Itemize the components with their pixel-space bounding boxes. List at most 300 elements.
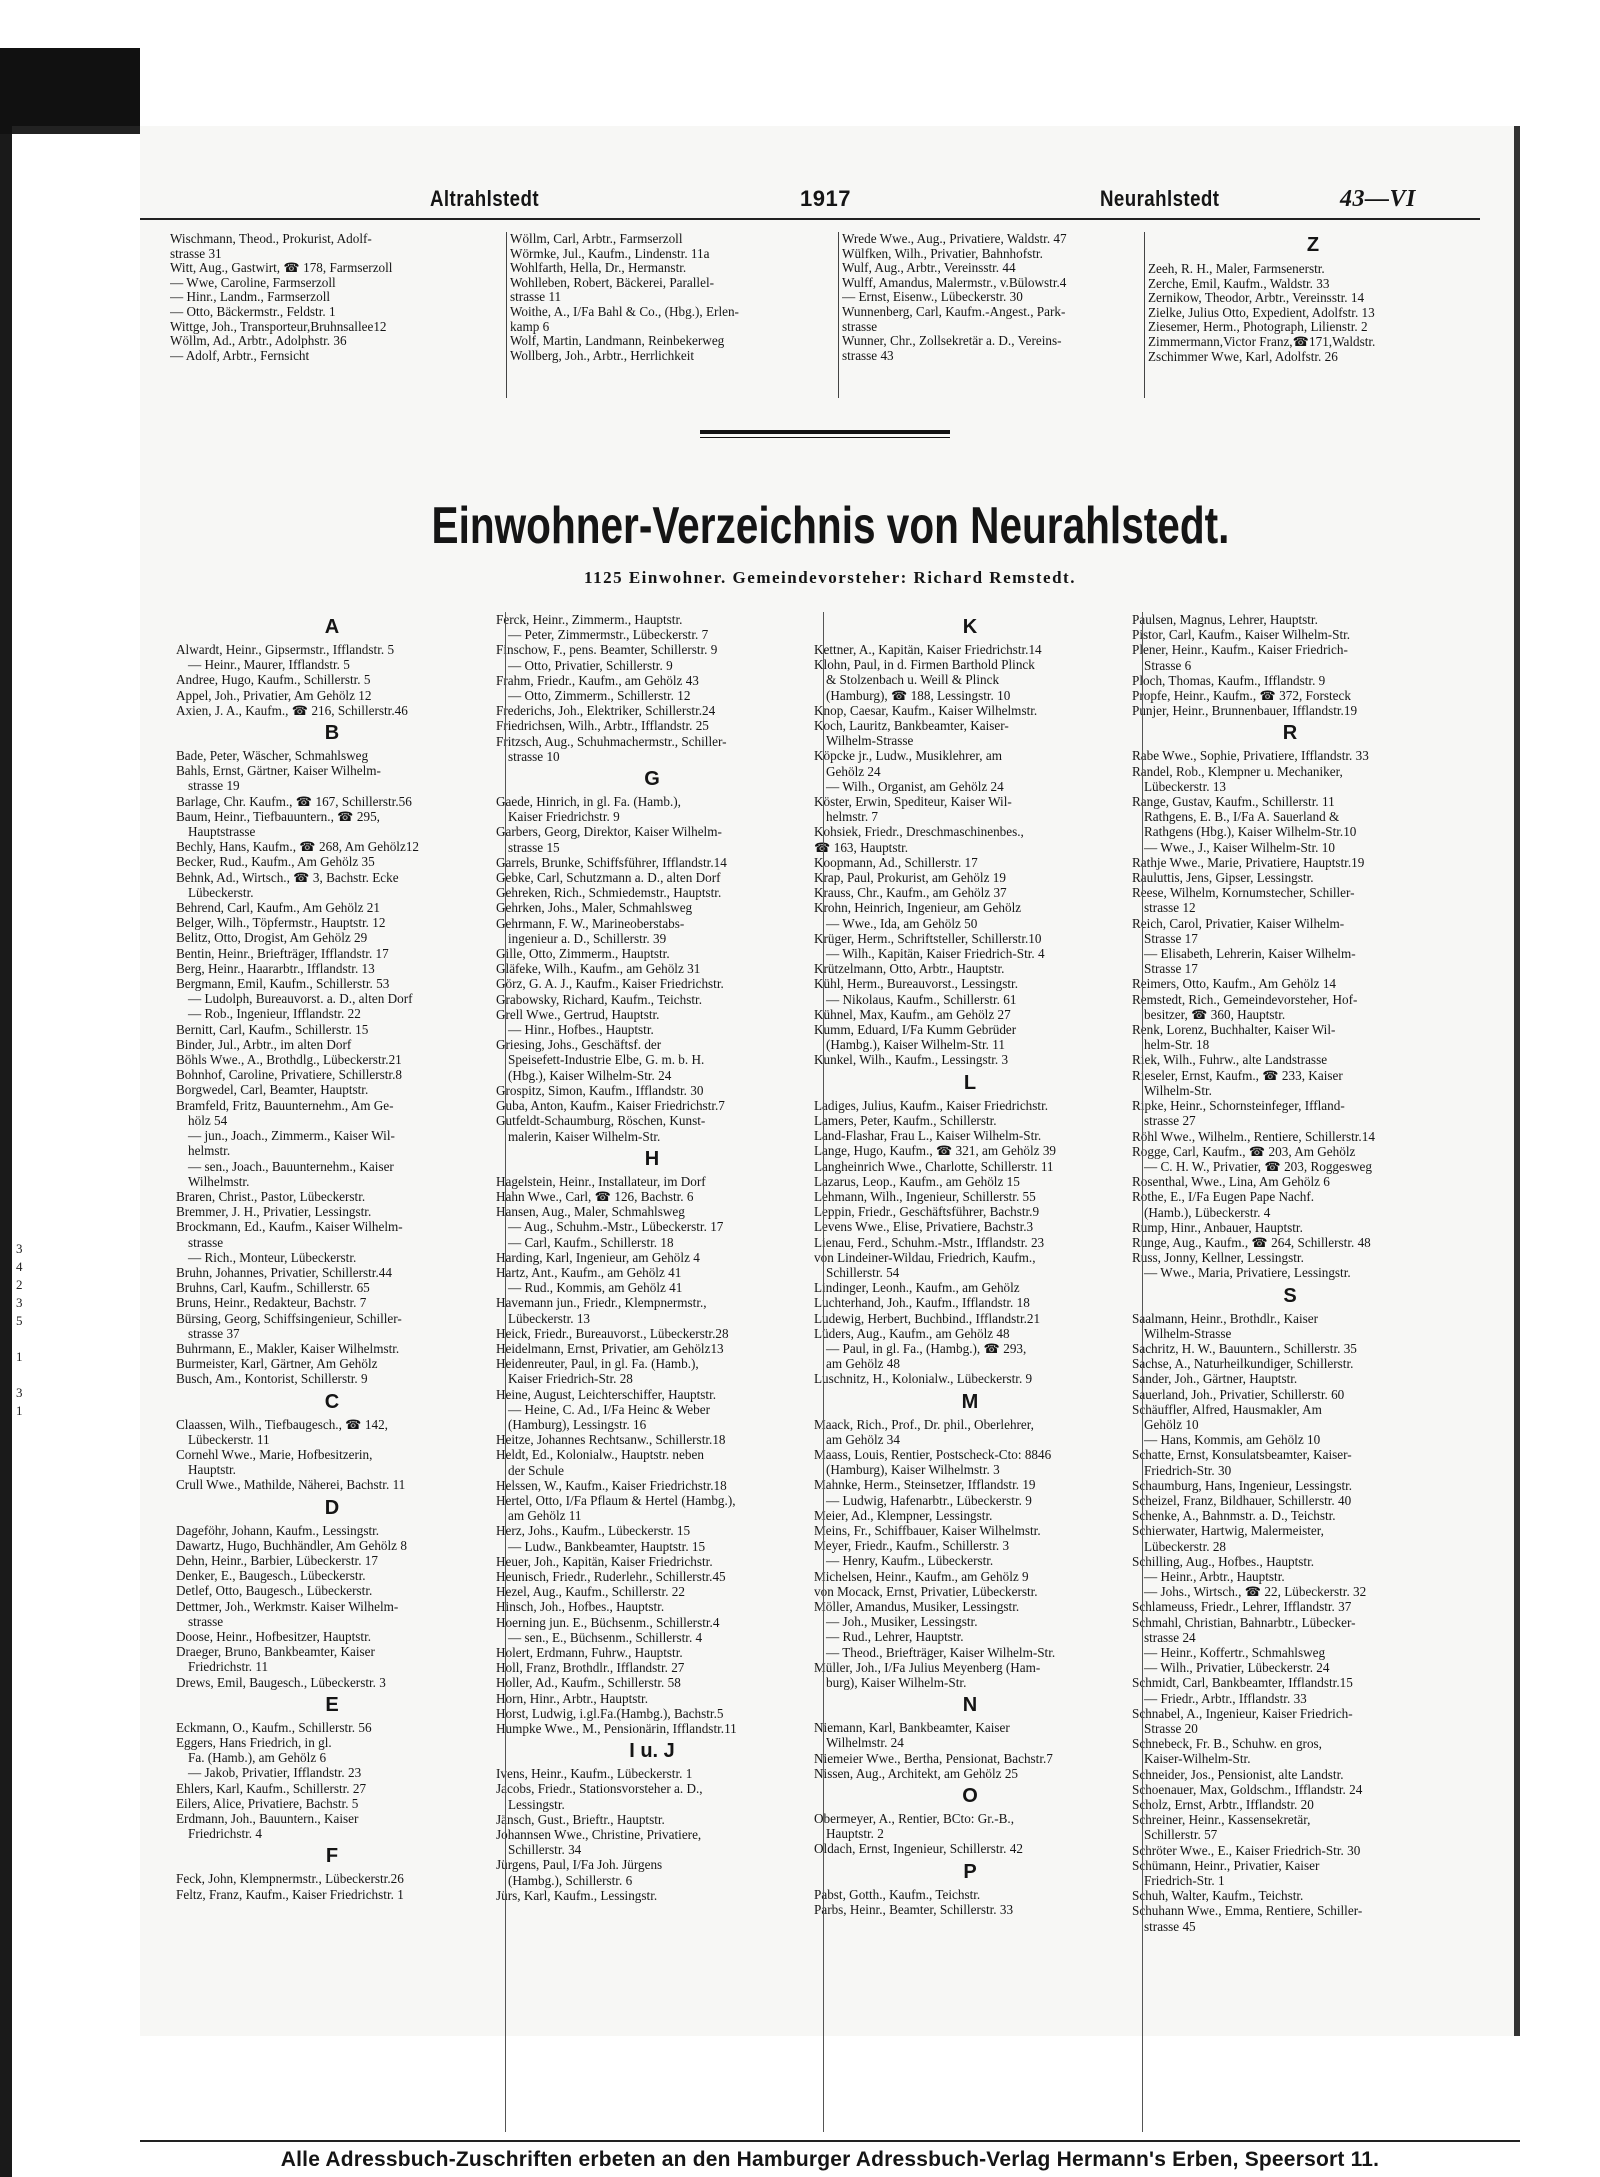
directory-entry: Meyer, Friedr., Kaufm., Schillerstr. 3 — [814, 1538, 1010, 1554]
directory-entry: Koopmann, Ad., Schillerstr. 17 — [814, 854, 978, 870]
directory-entry: — Wilh., Kapitän, Kaiser Friedrich-Str. 4 — [826, 946, 1045, 962]
directory-entry: Zerche, Emil, Kaufm., Waldstr. 33 — [1148, 276, 1330, 291]
directory-entry: Appel, Joh., Privatier, Am Gehölz 12 — [176, 687, 372, 703]
directory-entry: Schmahl, Christian, Bahnarbtr., Lübecker- — [1132, 1614, 1356, 1630]
directory-entry: Gehölz 24 — [826, 763, 881, 779]
directory-entry: — Wwe, Caroline, Farmserzoll — [170, 275, 336, 290]
directory-entry: Speisefett-Industrie Elbe, G. m. b. H. — [508, 1052, 705, 1068]
edge-mark: 5 — [16, 1313, 23, 1328]
directory-entry: Hauptstr. — [188, 1462, 236, 1478]
directory-entry: Bentin, Heinr., Briefträger, Ifflandstr. 17 — [176, 945, 389, 961]
directory-entry: Friedrichsen, Wilh., Arbtr., Ifflandstr. 25 — [496, 718, 709, 734]
directory-entry: Schillerstr. 57 — [1144, 1827, 1218, 1843]
directory-entry: Wohlfarth, Hella, Dr., Hermanstr. — [510, 261, 687, 276]
directory-entry: Lazarus, Leop., Kaufm., am Gehölz 15 — [814, 1173, 1020, 1189]
directory-entry: Schoenauer, Max, Goldschm., Ifflandstr. 24 — [1132, 1781, 1363, 1797]
directory-entry: strasse 27 — [1144, 1113, 1196, 1129]
directory-entry: Griesing, Johs., Geschäftsf. der — [496, 1037, 662, 1053]
section-letter: A — [324, 616, 340, 638]
directory-entry: Schlameuss, Friedr., Lehrer, Ifflandstr. 37 — [1132, 1599, 1352, 1615]
directory-entry: Zernikow, Theodor, Arbtr., Vereinsstr. 14 — [1148, 291, 1365, 306]
top-column — [842, 232, 1142, 363]
directory-entry: Belitz, Otto, Drogist, Am Gehölz 29 — [176, 930, 368, 946]
directory-entry: Schreiner, Heinr., Kassensekretär, — [1132, 1812, 1311, 1828]
directory-entry: Luchterhand, Joh., Kaufm., Ifflandstr. 18 — [814, 1295, 1030, 1311]
directory-entry: Schneider, Jos., Pensionist, alte Landstr. — [1132, 1766, 1344, 1782]
directory-entry: Parbs, Heinr., Beamter, Schillerstr. 33 — [814, 1901, 1014, 1917]
directory-entry: Bruhns, Carl, Kaufm., Schillerstr. 65 — [176, 1280, 370, 1296]
directory-entry: — Heine, C. Ad., I/Fa Heinc & Weber — [508, 1401, 710, 1417]
directory-entry: — Ernst, Eisenw., Lübeckerstr. 30 — [842, 290, 1023, 305]
directory-entry: Claassen, Wilh., Tiefbaugesch., ☎ 142, — [176, 1416, 388, 1432]
directory-entry: Pabst, Gotth., Kaufm., Teichstr. — [814, 1886, 981, 1902]
directory-entry: Oldach, Ernst, Ingenieur, Schillerstr. 42 — [814, 1841, 1023, 1857]
directory-entry: Witt, Aug., Gastwirt, ☎ 178, Farmserzoll — [170, 261, 393, 276]
section-letter: K — [962, 616, 978, 638]
directory-entry: Gutfeldt-Schaumburg, Röschen, Kunst- — [496, 1113, 706, 1129]
directory-entry: Schillerstr. 34 — [508, 1842, 582, 1858]
running-head-year: 1917 — [800, 186, 851, 211]
directory-entry: Kumm, Eduard, I/Fa Kumm Gebrüder — [814, 1022, 1017, 1038]
directory-entry: — Rich., Monteur, Lübeckerstr. — [188, 1249, 357, 1265]
directory-entry: Finschow, F., pens. Beamter, Schillerstr. 9 — [496, 642, 718, 658]
directory-entry: Wilhelm-Str. — [1144, 1082, 1212, 1098]
directory-entry: Gehrken, Johs., Maler, Schmahlsweg — [496, 900, 693, 916]
directory-entry: Heunisch, Friedr., Ruderlehr., Schillerstr.45 — [496, 1568, 726, 1584]
directory-entry: (Hbg.), Kaiser Wilhelm-Str. 24 — [508, 1067, 672, 1083]
directory-entry: Köpcke jr., Ludw., Musiklehrer, am — [814, 748, 1002, 764]
directory-entry: Rothe, E., I/Fa Eugen Pape Nachf. — [1132, 1189, 1315, 1205]
column-separator — [823, 612, 824, 2132]
directory-entry: Randel, Rob., Klempner u. Mechaniker, — [1132, 763, 1343, 779]
directory-entry: kamp 6 — [510, 319, 550, 334]
directory-entry: Lessingstr. — [508, 1796, 565, 1812]
directory-entry: Friedrich-Str. 30 — [1144, 1462, 1232, 1478]
directory-entry: Rogge, Carl, Kaufm., ☎ 203, Am Gehölz — [1132, 1143, 1356, 1159]
directory-entry: Ploch, Thomas, Kaufm., Ifflandstr. 9 — [1132, 672, 1326, 688]
section-letter: Z — [1306, 234, 1320, 256]
edge-mark — [16, 1366, 32, 1384]
directory-entry: Grell Wwe., Gertrud, Hauptstr. — [496, 1006, 660, 1022]
directory-entry: Schäuffler, Alfred, Hausmakler, Am — [1132, 1401, 1322, 1417]
directory-entry: Crull Wwe., Mathilde, Näherei, Bachstr. 11 — [176, 1477, 406, 1493]
top-column — [510, 232, 836, 363]
directory-entry: Wöllm, Ad., Arbtr., Adolphstr. 36 — [170, 334, 347, 349]
directory-entry: — Friedr., Arbtr., Ifflandstr. 33 — [1144, 1690, 1307, 1706]
directory-entry: Görz, G. A. J., Kaufm., Kaiser Friedrichstr. — [496, 976, 724, 992]
directory-subtitle: 1125 Einwohner. Gemeindevorsteher: Richard Remstedt. — [584, 568, 1076, 587]
directory-entry: malerin, Kaiser Wilhelm-Str. — [508, 1128, 661, 1144]
directory-entry: — Paul, in gl. Fa., (Hambg.), ☎ 293, — [826, 1340, 1027, 1356]
directory-entry: — Jakob, Privatier, Ifflandstr. 23 — [188, 1765, 362, 1781]
directory-entry: Sauerland, Joh., Privatier, Schillerstr. 60 — [1132, 1386, 1345, 1402]
directory-entry: — Hinr., Hofbes., Hauptstr. — [508, 1022, 654, 1038]
directory-entry: Lüders, Aug., Kaufm., am Gehölz 48 — [814, 1325, 1010, 1341]
directory-entry: strasse 19 — [188, 778, 240, 794]
edge-mark: 1 — [16, 1403, 23, 1418]
directory-entry: Wischmann, Theod., Prokurist, Adolf- — [170, 232, 372, 246]
directory-entry: — Ludw., Bankbeamter, Hauptstr. 15 — [508, 1538, 706, 1554]
directory-entry: Gehreken, Rich., Schmiedemstr., Hauptstr. — [496, 885, 722, 901]
footer-rule — [140, 2140, 1520, 2142]
directory-entry: Sander, Joh., Gärtner, Hauptstr. — [1132, 1371, 1298, 1387]
directory-entry: Lange, Hugo, Kaufm., ☎ 321, am Gehölz 39 — [814, 1143, 1057, 1159]
directory-entry: helmstr. 7 — [826, 809, 879, 825]
directory-entry: — Nikolaus, Kaufm., Schillerstr. 61 — [826, 991, 1017, 1007]
directory-entry: (Hamburg), ☎ 188, Lessingstr. 10 — [826, 687, 1011, 703]
directory-entry: Eckmann, O., Kaufm., Schillerstr. 56 — [176, 1719, 372, 1735]
directory-entry: der Schule — [508, 1462, 565, 1478]
directory-entry: Schatte, Ernst, Konsulatsbeamter, Kaiser- — [1132, 1447, 1352, 1463]
directory-entry: Bahls, Ernst, Gärtner, Kaiser Wilhelm- — [176, 763, 381, 779]
directory-entry: Schmidt, Carl, Bankbeamter, Ifflandstr.15 — [1132, 1675, 1353, 1691]
directory-entry: — Wilh., Privatier, Lübeckerstr. 24 — [1144, 1660, 1330, 1676]
publisher-footer: Alle Adressbuch-Zuschriften erbeten an den Hamburger Adressbuch-Verlag Hermann's Erben, Speersort 11. — [280, 2148, 1380, 2171]
directory-entry: Hartz, Ant., Kaufm., am Gehölz 41 — [496, 1264, 682, 1280]
directory-entry: Krap, Paul, Prokurist, am Gehölz 19 — [814, 870, 1006, 886]
column-separator — [1142, 612, 1143, 2132]
directory-entry: Gehrmann, F. W., Marineoberstabs- — [496, 915, 685, 931]
running-head-left: Altrahlstedt — [430, 186, 540, 211]
directory-entry: Maack, Rich., Prof., Dr. phil., Oberlehrer, — [814, 1416, 1034, 1432]
directory-entry: — Rud., Kommis, am Gehölz 41 — [508, 1280, 683, 1296]
section-letter: B — [324, 722, 340, 745]
directory-entry: Lübeckerstr. 13 — [1144, 778, 1227, 794]
directory-entry: Hauptstrasse — [188, 824, 256, 840]
directory-entry: Feltz, Franz, Kaufm., Kaiser Friedrichstr. 1 — [176, 1886, 404, 1902]
directory-entry: Knop, Caesar, Kaufm., Kaiser Wilhelmstr. — [814, 702, 1038, 718]
directory-entry: (Hambg.), Schillerstr. 6 — [508, 1872, 633, 1888]
directory-entry: Gebke, Carl, Schutzmann a. D., alten Dorf — [496, 870, 721, 886]
directory-entry: Busch, Am., Kontorist, Schillerstr. 9 — [176, 1371, 368, 1387]
directory-entry: Schilling, Aug., Hofbes., Hauptstr. — [1132, 1553, 1315, 1569]
scan-edge-left — [0, 48, 12, 2177]
directory-entry: Reich, Carol, Privatier, Kaiser Wilhelm- — [1132, 915, 1345, 931]
directory-entry: — Wwe., Maria, Privatiere, Lessingstr. — [1144, 1265, 1351, 1281]
directory-column — [1132, 612, 1448, 1934]
directory-entry: Jacobs, Friedr., Stationsvorsteher a. D., — [496, 1781, 703, 1797]
directory-entry: Riek, Wilh., Fuhrw., alte Landstrasse — [1132, 1052, 1328, 1068]
directory-entry: — Otto, Bäckermstr., Feldstr. 1 — [170, 304, 336, 319]
edge-mark: 3 — [16, 1385, 23, 1400]
edge-mark: 4 — [16, 1259, 23, 1274]
directory-entry: Rathje Wwe., Marie, Privatiere, Hauptstr.19 — [1132, 854, 1365, 870]
directory-entry: — Johs., Wirtsch., ☎ 22, Lübeckerstr. 32 — [1144, 1584, 1367, 1600]
directory-entry: Range, Gustav, Kaufm., Schillerstr. 11 — [1132, 794, 1335, 810]
directory-entry: Meier, Ad., Klempner, Lessingstr. — [814, 1507, 993, 1523]
directory-entry: — Aug., Schuhm.-Mstr., Lübeckerstr. 17 — [508, 1219, 724, 1235]
directory-entry: Rathgens, E. B., I/Fa A. Sauerland & — [1144, 809, 1340, 825]
directory-entry: Lübeckerstr. — [188, 884, 254, 900]
directory-entry: Heldt, Ed., Kolonialw., Hauptstr. neben — [496, 1447, 704, 1463]
directory-entry: Müller, Joh., I/Fa Julius Meyenberg (Ham- — [814, 1659, 1041, 1675]
directory-entry: strasse 37 — [188, 1325, 240, 1341]
directory-entry: strasse 43 — [842, 348, 894, 363]
directory-entry: Gille, Otto, Zimmerm., Hauptstr. — [496, 946, 670, 962]
directory-entry: Bechly, Hans, Kaufm., ☎ 268, Am Gehölz12 — [176, 839, 420, 855]
directory-entry: Zimmermann,Victor Franz,☎171,Waldstr. — [1148, 334, 1376, 349]
directory-entry: Guba, Anton, Kaufm., Kaiser Friedrichstr.7 — [496, 1098, 725, 1114]
directory-entry: Lindinger, Leonh., Kaufm., am Gehölz — [814, 1280, 1020, 1296]
directory-entry: — C. H. W., Privatier, ☎ 203, Roggesweg — [1144, 1158, 1372, 1174]
directory-entry: Wolf, Martin, Landmann, Reinbekerweg — [510, 334, 725, 349]
directory-entry: Lübeckerstr. 13 — [508, 1310, 591, 1326]
directory-entry: Nissen, Aug., Architekt, am Gehölz 25 — [814, 1765, 1019, 1781]
directory-entry: helm-Str. 18 — [1144, 1037, 1210, 1053]
directory-entry: Frederichs, Joh., Elektriker, Schillerstr.24 — [496, 703, 716, 719]
directory-entry: — Otto, Zimmerm., Schillerstr. 12 — [508, 688, 691, 704]
directory-entry: Schnabel, A., Ingenieur, Kaiser Friedrich- — [1132, 1705, 1353, 1721]
directory-entry: Möller, Amandus, Musiker, Lessingstr. — [814, 1598, 1020, 1614]
directory-entry: Havemann jun., Friedr., Klempnermstr., — [496, 1295, 707, 1311]
directory-entry: Lienau, Ferd., Schuhm.-Mstr., Ifflandstr. 23 — [814, 1234, 1045, 1250]
directory-entry: strasse 15 — [508, 839, 560, 855]
directory-entry: Strasse 17 — [1144, 930, 1198, 946]
directory-entry: Rathgens (Hbg.), Kaiser Wilhelm-Str.10 — [1144, 824, 1357, 840]
directory-entry: Saalmann, Heinr., Brothdlr., Kaiser — [1132, 1310, 1319, 1326]
directory-entry: Behnk, Ad., Wirtsch., ☎ 3, Bachstr. Ecke — [176, 869, 399, 885]
directory-entry: Wülfken, Wilh., Privatier, Bahnhofstr. — [842, 246, 1043, 261]
directory-entry: besitzer, ☎ 360, Hauptstr. — [1144, 1006, 1286, 1022]
directory-entry: Humpke Wwe., M., Pensionärin, Ifflandstr.11 — [496, 1721, 737, 1737]
directory-entry: — Wwe., J., Kaiser Wilhelm-Str. 10 — [1144, 839, 1335, 855]
directory-entry: Dawartz, Hugo, Buchhändler, Am Gehölz 8 — [176, 1537, 407, 1553]
directory-entry: Reese, Wilhelm, Kornumstecher, Schiller- — [1132, 885, 1355, 901]
directory-entry: Horst, Ludwig, i.gl.Fa.(Hambg.), Bachstr.5 — [496, 1705, 724, 1721]
directory-entry: Wollberg, Joh., Arbtr., Herrlichkeit — [510, 348, 695, 363]
directory-entry: Krauss, Chr., Kaufm., am Gehölz 37 — [814, 885, 1007, 901]
directory-entry: Niemann, Karl, Bankbeamter, Kaiser — [814, 1720, 1010, 1736]
directory-entry: Kohsiek, Friedr., Dreschmaschinenbes., — [814, 824, 1024, 840]
directory-entry: strasse — [842, 319, 878, 334]
running-head — [140, 182, 1480, 220]
directory-entry: Dehn, Heinr., Barbier, Lübeckerstr. 17 — [176, 1552, 378, 1568]
directory-entry: (Hamb.), Lübeckerstr. 4 — [1144, 1204, 1271, 1220]
directory-entry: Burmeister, Karl, Gärtner, Am Gehölz — [176, 1356, 378, 1372]
directory-entry: Baum, Heinr., Tiefbauuntern., ☎ 295, — [176, 808, 380, 824]
directory-entry: — Carl, Kaufm., Schillerstr. 18 — [508, 1234, 674, 1250]
directory-entry: & Stolzenbach u. Weill & Plinck — [826, 672, 1000, 688]
directory-entry: Bürsing, Georg, Schiffsingenieur, Schiller- — [176, 1310, 402, 1326]
directory-entry: Wöllm, Carl, Arbtr., Farmserzoll — [510, 232, 683, 246]
section-letter: O — [962, 1785, 978, 1808]
directory-entry: Helssen, W., Kaufm., Kaiser Friedrichstr.18 — [496, 1477, 727, 1493]
directory-entry: — Joh., Musiker, Lessingstr. — [826, 1614, 978, 1630]
directory-entry: Ludewig, Herbert, Buchbind., Ifflandstr.21 — [814, 1310, 1041, 1326]
scan-tab-dark — [0, 48, 140, 134]
directory-entry: (Hamburg), Lessingstr. 16 — [508, 1416, 647, 1432]
directory-entry: Woithe, A., I/Fa Bahl & Co., (Hbg.), Erlen- — [510, 304, 739, 319]
section-letter: R — [1282, 722, 1298, 745]
directory-entry: Niemeier Wwe., Bertha, Pensionat, Bachstr.7 — [814, 1750, 1053, 1766]
directory-entry: Borgwedel, Carl, Beamter, Hauptstr. — [176, 1082, 369, 1098]
directory-entry: Gaede, Hinrich, in gl. Fa. (Hamb.), — [496, 794, 681, 810]
directory-entry: am Gehölz 48 — [826, 1356, 900, 1372]
directory-entry: strasse 45 — [1144, 1918, 1196, 1934]
directory-entry: Renk, Lorenz, Buchhalter, Kaiser Wil- — [1132, 1022, 1336, 1038]
directory-entry: Bremmer, J. H., Privatier, Lessingstr. — [176, 1204, 372, 1220]
directory-entry: Frahm, Friedr., Kaufm., am Gehölz 43 — [496, 672, 699, 688]
directory-entry: Schümann, Heinr., Privatier, Kaiser — [1132, 1857, 1320, 1873]
directory-entry: Schröter Wwe., E., Kaiser Friedrich-Str. 30 — [1132, 1842, 1361, 1858]
directory-entry: Reimers, Otto, Kaufm., Am Gehölz 14 — [1132, 976, 1337, 992]
directory-entry: Bade, Peter, Wäscher, Schmahlsweg — [176, 748, 369, 764]
directory-entry: Brockmann, Ed., Kaufm., Kaiser Wilhelm- — [176, 1219, 403, 1235]
directory-entry: Kaiser Friedrichstr. 9 — [508, 809, 620, 825]
directory-entry: hölz 54 — [188, 1112, 228, 1128]
directory-entry: Schaumburg, Hans, Ingenieur, Lessingstr. — [1132, 1477, 1353, 1493]
directory-entry: Bergmann, Emil, Kaufm., Schillerstr. 53 — [176, 976, 390, 992]
directory-entry: Wunner, Chr., Zollsekretär a. D., Vereins- — [842, 334, 1062, 349]
directory-entry: Hinsch, Joh., Hofbes., Hauptstr. — [496, 1599, 665, 1615]
directory-entry: Eggers, Hans Friedrich, in gl. — [176, 1735, 332, 1750]
directory-entry: — Ludolph, Bureauvorst. a. D., alten Dorf — [188, 991, 413, 1007]
directory-entry: Propfe, Heinr., Kaufm., ☎ 372, Forsteck — [1132, 688, 1351, 704]
directory-entry: Wilhelmstr. — [188, 1173, 250, 1189]
column-separator — [506, 232, 507, 398]
directory-entry: Runge, Aug., Kaufm., ☎ 264, Schillerstr. 48 — [1132, 1234, 1371, 1250]
directory-page — [140, 126, 1520, 2171]
directory-entry: strasse 11 — [510, 290, 562, 305]
directory-entry: strasse 12 — [1144, 900, 1196, 916]
directory-entry: strasse 31 — [170, 246, 222, 261]
directory-entry: Johannsen Wwe., Christine, Privatiere, — [496, 1827, 702, 1843]
directory-entry: Klohn, Paul, in d. Firmen Barthold Plinck — [814, 657, 1035, 673]
directory-entry: von Mocack, Ernst, Privatier, Lübeckerstr. — [814, 1583, 1038, 1599]
running-head-right: Neurahlstedt — [1100, 186, 1220, 211]
directory-entry: Bernitt, Carl, Kaufm., Schillerstr. 15 — [176, 1021, 369, 1037]
directory-entry: burg), Kaiser Wilhelm-Str. — [826, 1675, 967, 1690]
directory-entry: Jürs, Karl, Kaufm., Lessingstr. — [496, 1887, 658, 1903]
directory-entry: Paulsen, Magnus, Lehrer, Hauptstr. — [1132, 612, 1318, 627]
directory-entry: Pistor, Carl, Kaufm., Kaiser Wilhelm-Str. — [1132, 627, 1351, 643]
directory-entry: Andree, Hugo, Kaufm., Schillerstr. 5 — [176, 672, 371, 688]
directory-entry: Langheinrich Wwe., Charlotte, Schillerstr. 11 — [814, 1158, 1054, 1174]
directory-entry: Ehlers, Karl, Kaufm., Schillerstr. 27 — [176, 1780, 367, 1796]
directory-entry: Leppin, Friedr., Geschäftsführer, Bachstr.9 — [814, 1204, 1040, 1220]
section-letter: M — [961, 1390, 979, 1413]
directory-entry: Obermeyer, A., Rentier, BCto: Gr.-B., — [814, 1811, 1015, 1827]
directory-entry: Lübeckerstr. 11 — [188, 1431, 270, 1447]
directory-entry: — Theod., Briefträger, Kaiser Wilhelm-Str. — [826, 1644, 1056, 1660]
directory-entry: Dettmer, Joh., Werkmstr. Kaiser Wilhelm- — [176, 1598, 399, 1614]
directory-entry: Schuh, Walter, Kaufm., Teichstr. — [1132, 1888, 1304, 1904]
column-separator — [1144, 232, 1145, 398]
directory-entry: Krützelmann, Otto, Arbtr., Hauptstr. — [814, 961, 1005, 977]
directory-entry: — Hans, Kommis, am Gehölz 10 — [1144, 1432, 1321, 1448]
directory-entry: Wilhelm-Strasse — [1144, 1325, 1232, 1341]
directory-entry: Feck, John, Klempnermstr., Lübeckerstr.26 — [176, 1871, 404, 1887]
section-rule-thin — [700, 437, 950, 438]
directory-entry: — Henry, Kaufm., Lübeckerstr. — [826, 1553, 994, 1569]
directory-entry: Lübeckerstr. 28 — [1144, 1538, 1227, 1554]
directory-entry: Hoerning jun. E., Büchsenm., Schillerstr.4 — [496, 1614, 720, 1630]
directory-entry: Kunkel, Wilh., Kaufm., Lessingstr. 3 — [814, 1052, 1009, 1068]
directory-entry: Strasse 20 — [1144, 1721, 1198, 1737]
directory-entry: Dageföhr, Johann, Kaufm., Lessingstr. — [176, 1522, 380, 1538]
directory-entry: Becker, Rud., Kaufm., Am Gehölz 35 — [176, 854, 375, 870]
directory-entry: Röhl Wwe., Wilhelm., Rentiere, Schillerstr.14 — [1132, 1128, 1375, 1144]
directory-entry: — Heinr., Koffertr., Schmahlsweg — [1144, 1645, 1326, 1660]
directory-entry: — Ludwig, Hafenarbtr., Lübeckerstr. 9 — [826, 1492, 1032, 1508]
directory-entry: Wilhelm-Strasse — [826, 733, 914, 749]
directory-entry: Ivens, Heinr., Kaufm., Lübeckerstr. 1 — [496, 1766, 693, 1782]
directory-entry: von Lindeiner-Wildau, Friedrich, Kaufm., — [814, 1249, 1036, 1265]
directory-entry: Schuhann Wwe., Emma, Rentiere, Schiller- — [1132, 1903, 1363, 1919]
directory-entry: Levens Wwe., Elise, Privatiere, Bachstr.3 — [814, 1219, 1034, 1235]
directory-entry: Scheizel, Franz, Bildhauer, Schillerstr. 40 — [1132, 1492, 1352, 1508]
directory-entry: Erdmann, Joh., Bauuntern., Kaiser — [176, 1811, 359, 1827]
directory-title: Einwohner-Verzeichnis von Neurahlstedt. — [431, 497, 1229, 555]
directory-entry: Holert, Erdmann, Fuhrw., Hauptstr. — [496, 1645, 683, 1660]
directory-entry: Krohn, Heinrich, Ingenieur, am Gehölz — [814, 900, 1022, 916]
directory-entry: Wunnenberg, Carl, Kaufm.-Angest., Park- — [842, 304, 1066, 319]
directory-entry: Sachritz, H. W., Bauuntern., Schillerstr. 35 — [1132, 1340, 1357, 1356]
section-letter: G — [644, 768, 660, 791]
directory-entry: Wulf, Aug., Arbtr., Vereinsstr. 44 — [842, 261, 1016, 276]
directory-entry: Plener, Heinr., Kaufm., Kaiser Friedrich- — [1132, 642, 1348, 658]
directory-entry: Hansen, Aug., Maler, Schmahlsweg — [496, 1204, 685, 1220]
directory-entry: Wulff, Amandus, Malermstr., v.Bülowstr.4 — [842, 275, 1067, 290]
page-number: 43—VI — [1340, 186, 1416, 212]
directory-entry: — jun., Joach., Zimmerm., Kaiser Wil- — [188, 1128, 395, 1144]
directory-entry: Zielke, Julius Otto, Expedient, Adolfstr. 13 — [1148, 305, 1375, 320]
directory-entry: Cornehl Wwe., Marie, Hofbesitzerin, — [176, 1446, 373, 1462]
directory-entry: — Wilh., Organist, am Gehölz 24 — [826, 778, 1004, 794]
directory-entry: Friedrichstr. 11 — [188, 1659, 269, 1675]
directory-entry: Wittge, Joh., Transporteur,Bruhnsallee12 — [170, 319, 387, 334]
scan-margin-top — [0, 0, 1600, 48]
directory-entry: Gehölz 10 — [1144, 1416, 1199, 1432]
section-letter: F — [325, 1845, 339, 1868]
directory-entry: Kaiser-Wilhelm-Str. — [1144, 1751, 1251, 1767]
directory-entry: Rosenthal, Wwe., Lina, Am Gehölz 6 — [1132, 1174, 1330, 1190]
directory-entry: Gläfeke, Wilh., Kaufm., am Gehölz 31 — [496, 961, 701, 977]
directory-entry: Lamers, Peter, Kaufm., Schillerstr. — [814, 1112, 997, 1128]
directory-entry: Garbers, Georg, Direktor, Kaiser Wilhelm- — [496, 824, 722, 840]
directory-entry: Alwardt, Heinr., Gipsermstr., Ifflandstr. 5 — [176, 642, 395, 657]
directory-entry: Strasse 6 — [1144, 657, 1192, 673]
edge-mark: 1 — [16, 1349, 23, 1364]
directory-entry: Harding, Karl, Ingenieur, am Gehölz 4 — [496, 1249, 700, 1265]
directory-entry: Lehmann, Wilh., Ingenieur, Schillerstr. 55 — [814, 1188, 1036, 1204]
directory-entry: Horn, Hinr., Arbtr., Hauptstr. — [496, 1690, 649, 1706]
directory-entry: ☎ 163, Hauptstr. — [814, 839, 909, 855]
directory-entry: Kühnel, Max, Kaufm., am Gehölz 27 — [814, 1006, 1011, 1022]
directory-entry: Heitze, Johannes Rechtsanw., Schillerstr.18 — [496, 1432, 726, 1448]
directory-entry: Wilhelmstr. 24 — [826, 1735, 904, 1751]
directory-entry: Bruns, Heinr., Redakteur, Bachstr. 7 — [176, 1295, 367, 1311]
directory-entry: Strasse 17 — [1144, 961, 1198, 977]
directory-entry: Hahn Wwe., Carl, ☎ 126, Bachstr. 6 — [496, 1188, 694, 1204]
directory-entry: Mahnke, Herm., Steinsetzer, Ifflandstr. 19 — [814, 1477, 1036, 1493]
directory-entry: Krüger, Herm., Schriftsteller, Schillerstr.10 — [814, 930, 1042, 946]
directory-entry: Bramfeld, Fritz, Bauunternehm., Am Ge- — [176, 1097, 394, 1113]
directory-entry: Bohnhof, Caroline, Privatiere, Schillerstr.8 — [176, 1067, 402, 1083]
directory-entry: Heick, Friedr., Bureauvorst., Lübeckerstr.28 — [496, 1325, 729, 1341]
directory-entry: Russ, Jonny, Kellner, Lessingstr. — [1132, 1250, 1304, 1266]
directory-entry: Sachse, A., Naturheilkundiger, Schillerstr. — [1132, 1356, 1354, 1372]
directory-entry: — Peter, Zimmermstr., Lübeckerstr. 7 — [508, 627, 709, 643]
directory-entry: helmstr. — [188, 1143, 231, 1159]
page-edge-marks — [16, 1240, 32, 1420]
directory-entry: (Hamburg), Kaiser Wilhelmstr. 3 — [826, 1462, 1000, 1478]
directory-entry: Garrels, Brunke, Schiffsführer, Ifflandstr.14 — [496, 854, 727, 870]
directory-entry: strasse — [188, 1234, 224, 1250]
directory-column — [814, 612, 1126, 1917]
directory-entry: Land-Flashar, Frau L., Kaiser Wilhelm-Str. — [814, 1128, 1042, 1144]
directory-entry: Draeger, Bruno, Bankbeamter, Kaiser — [176, 1644, 375, 1660]
